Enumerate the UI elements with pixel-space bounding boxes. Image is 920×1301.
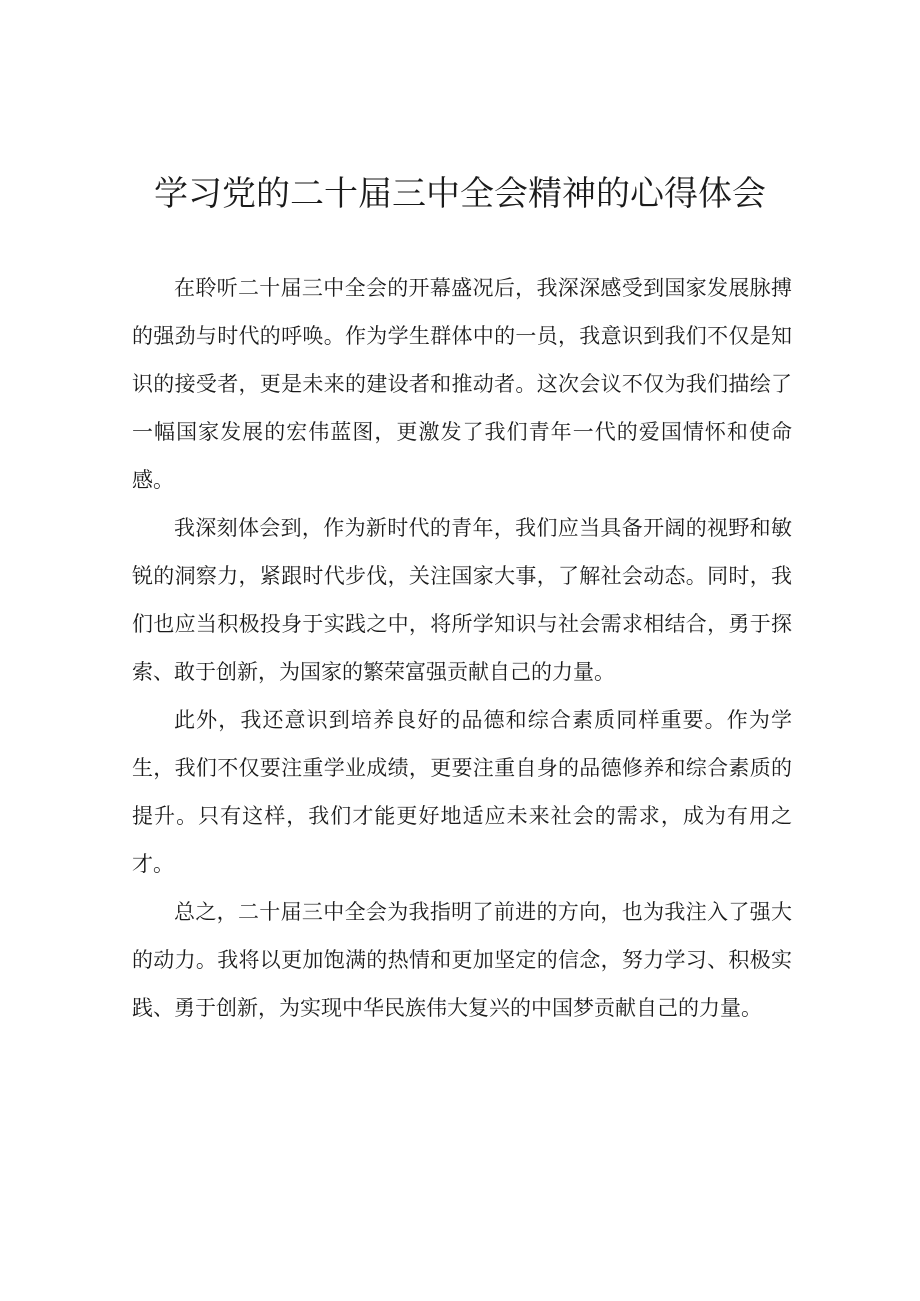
document-title: 学习党的二十届三中全会精神的心得体会 — [154, 174, 766, 214]
paragraph-3: 此外，我还意识到培养良好的品德和综合素质同样重要。作为学生，我们不仅要注重学业成绩，更要注重自身的品德修养和综合素质的提升。只有这样，我们才能更好地适应未来社会的需求，成为有用之才。 — [132, 708, 792, 876]
paragraph-1: 在聆听二十届三中全会的开幕盛况后，我深深感受到国家发展脉搏的强劲与时代的呼唤。作为学生群体中的一员，我意识到我们不仅是知识的接受者，更是未来的建设者和推动者。这次会议不仅为我们描绘了一幅国家发展的宏伟蓝图，更激发了我们青年一代的爱国情怀和使命感。 — [132, 276, 792, 492]
document-body — [132, 264, 792, 1032]
paragraph-2: 我深刻体会到，作为新时代的青年，我们应当具备开阔的视野和敏锐的洞察力，紧跟时代步伐，关注国家大事，了解社会动态。同时，我们也应当积极投身于实践之中，将所学知识与社会需求相结合，勇于探索、敢于创新，为国家的繁荣富强贡献自己的力量。 — [132, 516, 792, 684]
paragraph-4: 总之，二十届三中全会为我指明了前进的方向，也为我注入了强大的动力。我将以更加饱满的热情和更加坚定的信念，努力学习、积极实践、勇于创新，为实现中华民族伟大复兴的中国梦贡献自己的力量。 — [132, 900, 792, 1020]
